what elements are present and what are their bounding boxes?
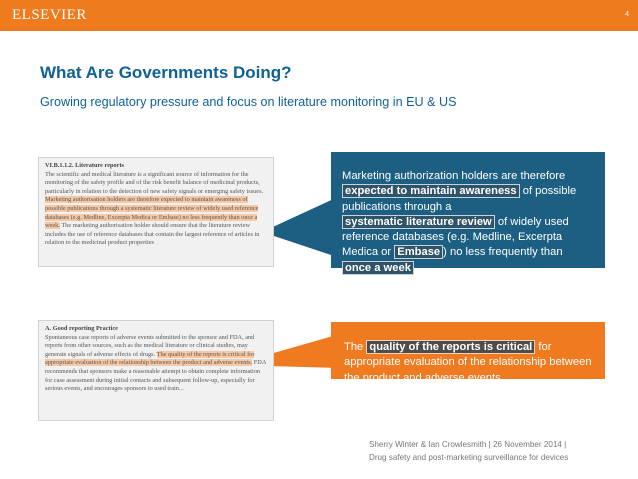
- callout-emphasis: systematic literature review: [342, 215, 495, 229]
- footer: [369, 438, 568, 464]
- callout-text: Marketing authorization holders are therefore: [342, 170, 566, 182]
- excerpt-text: FDA recommends that sponsors make a reasonable attempt to obtain complete information for case assessment during initial contacts and subsequent follow-up, especially for serious events, and encourages sponsors to used train...: [45, 359, 267, 393]
- callout-emphasis: expected to maintain awareness: [342, 184, 520, 198]
- excerpt-heading: A. Good reporting Practice: [45, 325, 118, 332]
- callout-text: .: [413, 261, 418, 274]
- excerpt-text: Spontaneous case reports of adverse events submitted to the sponsor and FDA, and reports from other sources, such as the medical literature or clinical studies, may generate signals of adverse effects of drugs.: [45, 333, 255, 358]
- elsevier-logo: ELSEVIER: [12, 7, 87, 23]
- footer-talk-title: Drug safety and post-marketing surveillance for devices: [369, 453, 569, 462]
- callout-emphasis: Embase: [394, 245, 443, 259]
- callout-text: The: [344, 341, 367, 353]
- callout-text: for appropriate evaluation of the relationship between the product and adverse events.: [344, 341, 592, 384]
- regulation-excerpt-us: [38, 320, 274, 421]
- callout-text: of possible publications through a: [342, 185, 577, 213]
- excerpt-heading: VI.B.1.1.2. Literature reports: [45, 162, 124, 169]
- excerpt-highlight: Marketing authorisation holders are therefore expected to maintain awareness of possible publications through a systematic literature review of widely used reference databases (e.g. Medline, Excerpta Medica or Embase) no less frequently than once a week.: [45, 196, 259, 230]
- slide-subtitle: Growing regulatory pressure and focus on literature monitoring in EU & US: [40, 95, 457, 109]
- callout-us-summary: [331, 322, 605, 384]
- excerpt-text: The marketing authorisation holder should ensure that the literature review includes the use of reference databases that contain the largest reference of articles in relation to the medicinal product properties: [45, 222, 260, 247]
- regulation-excerpt-eu: [38, 157, 274, 267]
- excerpt-highlight: The quality of the reports is critical for appropriate evaluation of the relationship between the product and adverse events.: [45, 350, 255, 367]
- excerpt-text: The scientific and medical literature is a significant source of information for the monitoring of the safety profile and of the risk benefit balance of medicinal products, particularly in relation to the detection of new safety signals or emerging safety issues.: [45, 170, 264, 195]
- callout-eu-summary: [331, 152, 605, 274]
- callout-emphasis: quality of the reports is critical: [366, 340, 535, 354]
- slide-title: What Are Governments Doing?: [40, 63, 292, 82]
- callout-text: of widely used reference databases (e.g. Medline, Excerpta Medica or: [342, 215, 569, 259]
- callout-emphasis: once a week: [342, 261, 414, 275]
- footer-authors-date: Sherry Winter & Ian Crowlesmith | 26 November 2014 |: [369, 440, 567, 449]
- page-number: 4: [625, 11, 629, 18]
- callout-text: ) no less frequently than: [443, 246, 563, 259]
